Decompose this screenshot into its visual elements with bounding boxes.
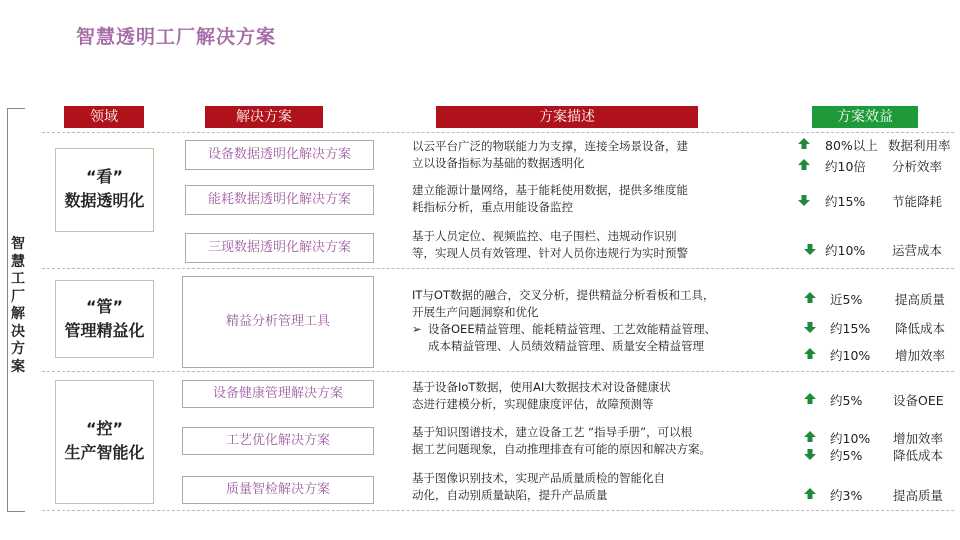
arrow-down-icon [797,193,811,207]
description-line: 据工艺问题现象，自动推理排查有可能的原因和解决方案。 [412,442,711,456]
benefit-value: 约15% [825,194,866,209]
header-domain: 领域 [64,106,144,128]
benefit-value: 近5% [830,292,863,307]
description-line: 基于图像识别技术，实现产品质量质检的智能化自 [412,471,665,485]
description-bullet [412,321,754,338]
arrow-up-icon [797,137,811,151]
description-line: 成本精益管理、人员绩效精益管理、质量安全精益管理 [428,339,704,353]
domain-line2: 管理精益化 [64,321,145,340]
benefit-metric: 运营成本 [892,243,943,258]
row-separator [42,371,954,372]
benefit-metric: 设备OEE [893,393,944,408]
arrow-down-icon [803,447,817,461]
solution-lean-tool: 精益分析管理工具 [182,276,374,368]
domain-line1: “看” [85,167,124,186]
side-label-char: 智 [11,236,25,252]
header-benefit: 方案效益 [812,106,918,128]
solution-onsite-data: 三现数据透明化解决方案 [185,233,374,263]
description-line: 以云平台广泛的物联能力为支撑，连接全场景设备，建 [412,139,688,153]
description-line: 耗指标分析，重点用能设备监控 [412,200,573,214]
solution-energy-data: 能耗数据透明化解决方案 [185,185,374,215]
description-device-data [412,138,754,172]
description-line: 建立能源计量网络，基于能耗使用数据，提供多维度能 [412,183,688,197]
row-separator [42,268,954,269]
side-label-char: 工 [11,271,25,287]
description-energy-data [412,182,754,216]
benefit-value: 约10% [830,348,871,363]
domain-line2: 数据透明化 [64,191,145,210]
header-description: 方案描述 [436,106,698,128]
arrow-down-icon [803,320,817,334]
description-device-health [412,379,754,413]
description-line: 开展生产问题洞察和优化 [412,305,539,319]
row-separator [42,510,954,511]
benefit-value: 约3% [830,488,863,503]
domain-box-see [55,148,154,232]
arrow-up-icon [803,347,817,361]
benefit-value: 约10倍 [825,159,866,174]
arrow-up-icon [803,392,817,406]
benefit-value: 约15% [830,321,871,336]
description-bullet [412,338,754,355]
side-label-char: 案 [11,358,25,375]
benefit-metric: 提高质量 [895,292,946,307]
arrow-up-icon [803,291,817,305]
description-line: 基于设备IoT数据，使用AI大数据技术对设备健康状 [412,380,671,394]
side-label-char: 解 [11,306,25,322]
description-line: 等，实现人员有效管理、针对人员你违规行为实时预警 [412,246,688,260]
benefit-metric: 数据利用率 [888,138,951,153]
arrow-up-icon [797,158,811,172]
benefit-metric: 提高质量 [893,488,944,503]
description-onsite-data [412,228,754,262]
benefit-metric: 增加效率 [895,348,946,363]
benefit-value: 80%以上 [825,138,878,153]
solution-device-data: 设备数据透明化解决方案 [185,140,374,170]
description-line: 基于知识图谱技术，建立设备工艺 “指导手册”，可以根 [412,425,693,439]
description-line: 动化，自动别质量缺陷，提升产品质量 [412,488,608,502]
benefit-metric: 分析效率 [892,159,943,174]
side-label [9,236,27,376]
row-separator [42,132,954,133]
benefit-value: 约10% [830,431,871,446]
description-line: 设备OEE精益管理、能耗精益管理、工艺效能精益管理、 [428,322,717,336]
header-solution: 解决方案 [205,106,323,128]
description-quality-inspect [412,470,754,504]
benefit-metric: 节能降耗 [892,194,943,209]
solution-quality-inspect: 质量智检解决方案 [182,476,374,504]
domain-box-control [55,380,154,504]
arrow-down-icon [803,242,817,256]
solution-device-health: 设备健康管理解决方案 [182,380,374,408]
side-label-char: 慧 [11,253,25,270]
page-title: 智慧透明工厂解决方案 [76,26,277,48]
benefit-metric: 增加效率 [893,431,944,446]
side-label-char: 厂 [11,288,25,305]
description-line: 基于人员定位、视频监控、电子围栏、违规动作识别 [412,229,677,243]
benefit-value: 约5% [830,393,863,408]
description-lean-tool [412,287,754,355]
side-label-char: 方 [11,341,25,357]
domain-line2: 生产智能化 [64,443,145,462]
arrow-up-icon [803,487,817,501]
description-process-opt [412,424,754,458]
arrow-up-icon [803,430,817,444]
benefit-value: 约10% [825,243,866,258]
benefit-metric: 降低成本 [895,321,946,336]
side-label-char: 决 [11,323,25,340]
domain-line1: “控” [85,419,124,438]
benefit-value: 约5% [830,448,863,463]
solution-process-opt: 工艺优化解决方案 [182,427,374,455]
benefit-metric: 降低成本 [893,448,944,463]
domain-box-manage [55,280,154,358]
description-line: IT与OT数据的融合，交叉分析，提供精益分析看板和工具， [412,288,715,302]
description-line: 立以设备指标为基础的数据透明化 [412,156,585,170]
description-line: 态进行建模分析，实现健康度评估，故障预测等 [412,397,654,411]
bullet-arrow-icon: ➢ [412,322,422,336]
domain-line1: “管” [85,297,124,316]
